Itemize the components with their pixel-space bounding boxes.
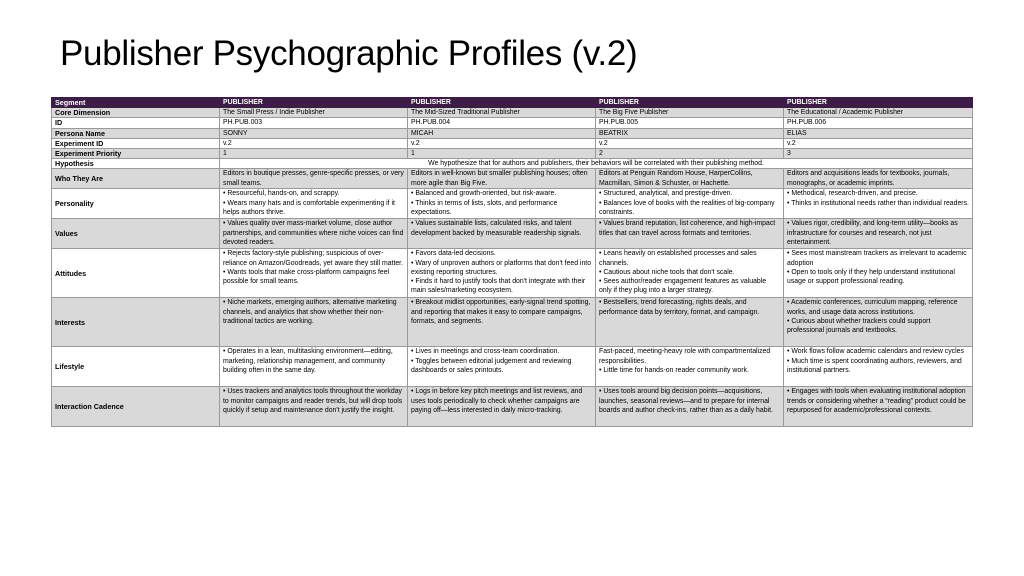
row-label-who-they-are: Who They Are: [52, 169, 220, 189]
personality-cell: • Methodical, research-driven, and precise. • Thinks in institutional needs rather than individual readers.: [784, 189, 973, 219]
lifestyle-cell: Fast-paced, meeting-heavy role with compartmentalized responsibilities. • Little time for hands-on reader community work.: [596, 347, 784, 387]
persona-name-cell: BEATRIX: [596, 128, 784, 138]
attitudes-cell: • Rejects factory-style publishing; suspicious of over-reliance on Amazon/Goodreads, yet aware they still matter. • Wants tools that make cross-platform campaigns feel possible for small teams.: [220, 249, 408, 298]
table-row: [52, 159, 973, 169]
interaction-cadence-cell: • Uses tools around big decision points—acquisitions, launches, seasonal reviews—and to prepare for internal boards and author check-ins, rather than as a daily habit.: [596, 387, 784, 427]
values-cell: • Values sustainable lists, calculated risks, and talent development backed by measurable readership signals.: [408, 219, 596, 249]
table-row: [52, 108, 973, 118]
id-cell: PH.PUB.005: [596, 118, 784, 128]
segment-cell: PUBLISHER: [220, 98, 408, 108]
slide-title: Publisher Psychographic Profiles (v.2): [60, 34, 638, 73]
persona-name-cell: SONNY: [220, 128, 408, 138]
personality-cell: • Resourceful, hands-on, and scrappy. • Wears many hats and is comfortable experimenting if it helps authors thrive.: [220, 189, 408, 219]
table-row: [52, 219, 973, 249]
segment-cell: PUBLISHER: [408, 98, 596, 108]
who-they-are-cell: Editors at Penguin Random House, HarperCollins, Macmillan, Simon & Schuster, or Hachette.: [596, 169, 784, 189]
row-label-core-dimension: Core Dimension: [52, 108, 220, 118]
table-row: [52, 118, 973, 128]
segment-cell: PUBLISHER: [784, 98, 973, 108]
table-row: [52, 387, 973, 427]
values-cell: • Values brand reputation, list coherence, and high-impact titles that can travel across formats and territories.: [596, 219, 784, 249]
attitudes-cell: • Favors data-led decisions. • Wary of unproven authors or platforms that don't feed into existing reporting structures. • Finds it hard to justify tools that don't integrate with their main sales/marketing ecosystem.: [408, 249, 596, 298]
core-dimension-cell: The Educational / Academic Publisher: [784, 108, 973, 118]
core-dimension-cell: The Mid-Sized Traditional Publisher: [408, 108, 596, 118]
interaction-cadence-cell: • Uses trackers and analytics tools throughout the workday to monitor campaigns and reader trends, but will drop tools quickly if setup and maintenance don't justify the insight.: [220, 387, 408, 427]
persona-table: [51, 97, 973, 427]
priority-cell: 1: [220, 149, 408, 159]
interests-cell: • Academic conferences, curriculum mapping, reference works, and usage data across institutions. • Curious about whether trackers could support professional journals and textbooks.: [784, 298, 973, 347]
core-dimension-cell: The Big Five Publisher: [596, 108, 784, 118]
interests-cell: • Niche markets, emerging authors, alternative marketing channels, and analytics that show whether their non-traditional tactics are working.: [220, 298, 408, 347]
interests-cell: • Bestsellers, trend forecasting, rights deals, and performance data by territory, format, and campaign.: [596, 298, 784, 347]
values-cell: • Values quality over mass-market volume, close author partnerships, and communities where niche voices can find devoted readers.: [220, 219, 408, 249]
hypothesis-cell: We hypothesize that for authors and publishers, their behaviors will be correlated with their publishing method.: [220, 159, 973, 169]
row-label-hypothesis: Hypothesis: [52, 159, 220, 169]
core-dimension-cell: The Small Press / Indie Publisher: [220, 108, 408, 118]
priority-cell: 3: [784, 149, 973, 159]
personality-cell: • Structured, analytical, and prestige-driven. • Balances love of books with the realities of big-company constraints.: [596, 189, 784, 219]
row-label-experiment-id: Experiment ID: [52, 138, 220, 148]
attitudes-cell: • Sees most mainstream trackers as irrelevant to academic adoption • Open to tools only if they help understand institutional usage or support professional reading.: [784, 249, 973, 298]
who-they-are-cell: Editors in well-known but smaller publishing houses; often more agile than Big Five.: [408, 169, 596, 189]
who-they-are-cell: Editors and acquisitions leads for textbooks, journals, monographs, or academic imprints.: [784, 169, 973, 189]
id-cell: PH.PUB.006: [784, 118, 973, 128]
who-they-are-cell: Editors in boutique presses, genre-specific presses, or very small teams.: [220, 169, 408, 189]
row-label-attitudes: Attitudes: [52, 249, 220, 298]
persona-name-cell: MICAH: [408, 128, 596, 138]
experiment-id-cell: v.2: [596, 138, 784, 148]
experiment-id-cell: v.2: [408, 138, 596, 148]
row-label-lifestyle: Lifestyle: [52, 347, 220, 387]
row-label-interaction-cadence: Interaction Cadence: [52, 387, 220, 427]
row-label-segment: Segment: [52, 98, 220, 108]
experiment-id-cell: v.2: [220, 138, 408, 148]
table-row: [52, 347, 973, 387]
table-row: [52, 138, 973, 148]
id-cell: PH.PUB.003: [220, 118, 408, 128]
table-row: [52, 128, 973, 138]
values-cell: • Values rigor, credibility, and long-term utility—books as infrastructure for courses and research, not just entertainment.: [784, 219, 973, 249]
priority-cell: 2: [596, 149, 784, 159]
id-cell: PH.PUB.004: [408, 118, 596, 128]
table-row: [52, 149, 973, 159]
experiment-id-cell: v.2: [784, 138, 973, 148]
row-label-experiment-priority: Experiment Priority: [52, 149, 220, 159]
table-row: [52, 98, 973, 108]
table-row: [52, 249, 973, 298]
row-label-interests: Interests: [52, 298, 220, 347]
table-row: [52, 169, 973, 189]
row-label-id: ID: [52, 118, 220, 128]
lifestyle-cell: • Operates in a lean, multitasking environment—editing, marketing, relationship management, and community building often in the same day.: [220, 347, 408, 387]
attitudes-cell: • Leans heavily on established processes and sales channels. • Cautious about niche tools that don't scale. • Sees author/reader engagement features as valuable only if they plug into a larger strategy.: [596, 249, 784, 298]
priority-cell: 1: [408, 149, 596, 159]
row-label-personality: Personality: [52, 189, 220, 219]
table-row: [52, 298, 973, 347]
segment-cell: PUBLISHER: [596, 98, 784, 108]
row-label-persona-name: Persona Name: [52, 128, 220, 138]
table-row: [52, 189, 973, 219]
row-label-values: Values: [52, 219, 220, 249]
lifestyle-cell: • Work flows follow academic calendars and review cycles • Much time is spent coordinating authors, reviewers, and institutional partners.: [784, 347, 973, 387]
lifestyle-cell: • Lives in meetings and cross-team coordination. • Toggles between editorial judgement and reviewing dashboards or sales printouts.: [408, 347, 596, 387]
interaction-cadence-cell: • Logs in before key pitch meetings and list reviews, and uses tools periodically to check whether campaigns are paying off—less interested in daily micro-tracking.: [408, 387, 596, 427]
interaction-cadence-cell: • Engages with tools when evaluating institutional adoption trends or considering whether a “reading” product could be repurposed for academic/professional contexts.: [784, 387, 973, 427]
interests-cell: • Breakout midlist opportunities, early-signal trend spotting, and reporting that makes it easy to compare campaigns, formats, and segments.: [408, 298, 596, 347]
personality-cell: • Balanced and growth-oriented, but risk-aware. • Thinks in terms of lists, slots, and performance expectations.: [408, 189, 596, 219]
persona-name-cell: ELIAS: [784, 128, 973, 138]
